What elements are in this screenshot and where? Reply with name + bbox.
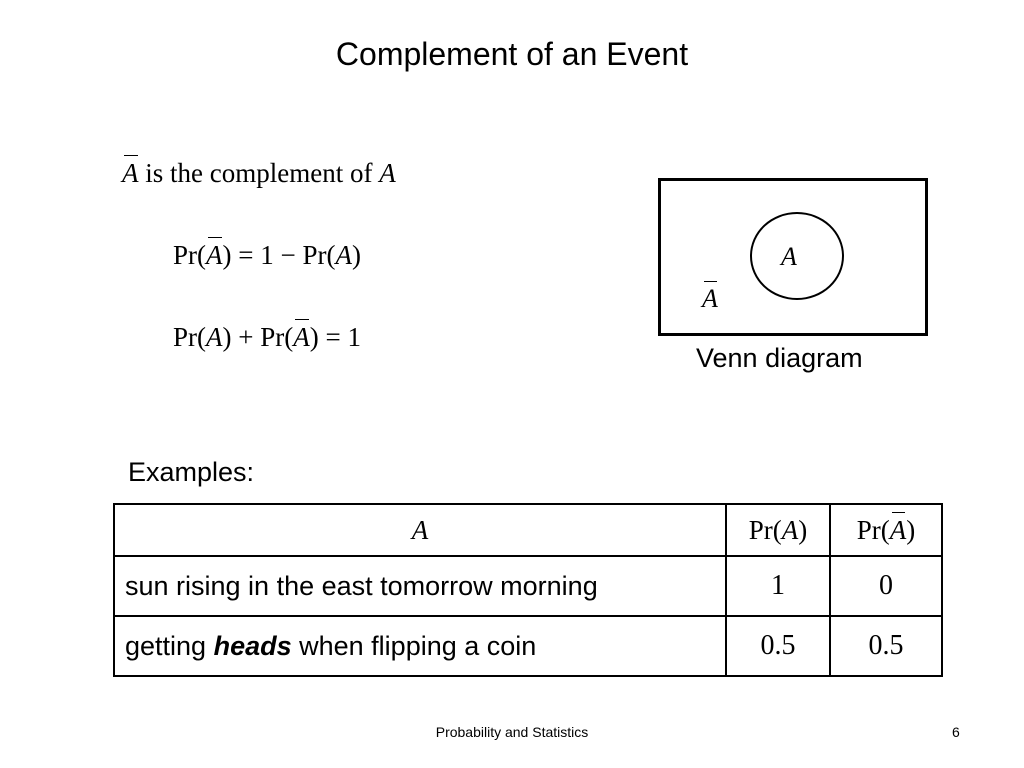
header-event: A [114, 504, 726, 556]
a-bar-symbol: A [206, 240, 223, 270]
a-symbol: A [379, 158, 396, 188]
pr-cell: 1 [726, 556, 830, 616]
equals-one: = 1 [318, 322, 361, 352]
a-bar-symbol: A [293, 322, 310, 352]
pr-complement-cell: 0.5 [830, 616, 942, 676]
pr-function: Pr( [302, 240, 336, 270]
table-header-row [114, 504, 942, 556]
pr-complement-cell: 0 [830, 556, 942, 616]
table-row [114, 616, 942, 676]
event-text: when flipping a coin [291, 630, 537, 661]
event-emphasis: heads [213, 630, 292, 661]
pr-function: Pr( [260, 322, 294, 352]
a-symbol: A [781, 514, 799, 545]
sum-formula [173, 322, 361, 353]
examples-table [113, 503, 943, 677]
paren-close: ) [351, 240, 361, 270]
event-cell [114, 616, 726, 676]
a-bar-symbol: A [122, 158, 139, 188]
pr-function: Pr( [748, 514, 782, 545]
venn-label-a-bar [702, 284, 718, 314]
event-text: sun rising in the east tomorrow morning [125, 570, 598, 601]
paren-close: ) [309, 322, 319, 352]
a-symbol: A [335, 240, 352, 270]
examples-label: Examples: [128, 457, 255, 487]
a-symbol: A [206, 322, 223, 352]
paren-close: ) [222, 322, 232, 352]
event-cell [114, 556, 726, 616]
header-pr-a-bar [830, 504, 942, 556]
header-pr-a [726, 504, 830, 556]
equals-one-minus: = 1 − [231, 240, 303, 270]
pr-cell: 0.5 [726, 616, 830, 676]
footer-text: Probability and Statistics [435, 724, 589, 740]
pr-function: Pr( [173, 240, 206, 270]
venn-event-circle [750, 212, 844, 300]
complement-formula [173, 240, 361, 271]
a-bar-symbol: A [702, 284, 718, 313]
a-bar-symbol: A [889, 514, 907, 545]
venn-caption: Venn diagram [696, 343, 863, 373]
event-text: getting [125, 630, 214, 661]
venn-label-a: A [781, 242, 797, 271]
page-number: 6 [952, 724, 960, 740]
definition-text: is the complement of [145, 158, 373, 188]
pr-function: Pr( [856, 514, 890, 545]
table-row [114, 556, 942, 616]
plus-sign: + [231, 322, 261, 352]
paren-close: ) [906, 514, 916, 545]
definition-line [122, 158, 396, 189]
paren-close: ) [798, 514, 808, 545]
slide-title: Complement of an Event [335, 36, 689, 72]
pr-function: Pr( [173, 322, 206, 352]
paren-close: ) [222, 240, 232, 270]
